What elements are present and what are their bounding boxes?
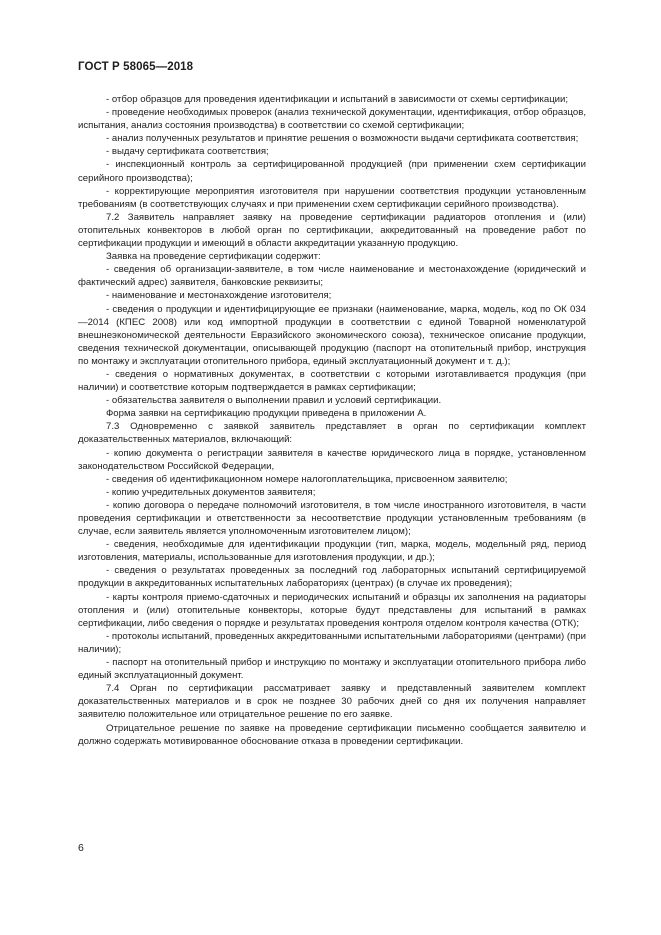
paragraph: - проведение необходимых проверок (анализ технической документации, идентификация, отбор образцов, испытания, анализ состояния производства) в соответствии со схемой сертификации; (78, 107, 586, 132)
paragraph: - сведения о нормативных документах, в соответствии с которыми изготавливается продукция (при наличии) и соответствие которым подтверждается в рамках сертификации; (78, 368, 586, 394)
paragraph: - сведения об организации-заявителе, в том числе наименование и местонахождение (юридический и фактический адрес) заявителя, банковские реквизиты; (78, 264, 586, 289)
paragraph: - копию учредительных документов заявителя; (106, 486, 316, 498)
paragraph: - копию договора о передаче полномочий изготовителя, в том числе иностранного изготовителя, в части проведения сертификации и ответственности за несоответствие продукции установленным требованиям (в случае, если заявитель является уполномоченным изготовителем лицом); (78, 499, 586, 538)
paragraph: - сведения об идентификационном номере налогоплательщика, присвоенном заявителю; (106, 473, 508, 485)
paragraph: Отрицательное решение по заявке на проведение сертификации письменно сообщается заявителю и должно содержать мотивированное обоснование отказа в проведении сертификации. (78, 722, 586, 747)
paragraph: - выдачу сертификата соответствия; (106, 146, 269, 158)
paragraph: - наименование и местонахождение изготовителя; (106, 290, 332, 302)
paragraph: Форма заявки на сертификацию продукции приведена в приложении А. (106, 408, 427, 420)
paragraph: 7.2 Заявитель направляет заявку на проведение сертификации радиаторов отопления и (или) отопительных конвекторов в любой орган по сертификации, аккредитованный на проведение работ по сертификации продукции и имеющий в области аккредитации указанную продукцию. (78, 211, 586, 250)
page-number: 6 (78, 842, 84, 854)
document-body (78, 93, 586, 748)
paragraph: - обязательства заявителя о выполнении правил и условий сертификации. (106, 395, 442, 407)
paragraph: - сведения о продукции и идентифицирующие ее признаки (наименование, марка, модель, код по ОК 034—2014 (КПЕС 2008) или код импортной продукции в соответствии с единой Товарной номенклатурой внешнеэкономической деятельности Евразийского экономического союза), техническое описание продукции, сведения технической документации, описывающей продукцию (паспорт на отопительный прибор, инструкция по монтажу и эксплуатации отопительного прибора, единый эксплуатационный документ и т. д.); (78, 303, 586, 367)
paragraph: - анализ полученных результатов и принятие решения о возможности выдачи сертификата соответствия; (106, 133, 579, 145)
paragraph: - сведения, необходимые для идентификации продукции (тип, марка, модель, модельный ряд, период изготовления, материалы, использованные для изготовления продукции, и др.); (78, 539, 586, 564)
paragraph: - сведения о результатах проведенных за последний год лабораторных испытаний сертифицируемой продукции в аккредитованных испытательных лабораториях (центрах) (в случае их проведения); (78, 565, 586, 590)
document-header: ГОСТ Р 58065—2018 (78, 61, 194, 73)
paragraph: 7.3 Одновременно с заявкой заявитель представляет в орган по сертификации комплект доказательственных материалов, включающий: (78, 421, 586, 446)
paragraph: - отбор образцов для проведения идентификации и испытаний в зависимости от схемы сертификации; (106, 94, 569, 105)
paragraph: - корректирующие мероприятия изготовителя при нарушении соответствия продукции установленным требованиям (в соответствующих случаях и при применении схем сертификации серийного производства). (78, 185, 586, 210)
paragraph: - копию документа о регистрации заявителя в качестве юридического лица в порядке, установленном законодательством Российской Федерации, (78, 447, 586, 472)
paragraph: - паспорт на отопительный прибор и инструкцию по монтажу и эксплуатации отопительного прибора либо единый эксплуатационный документ. (78, 657, 586, 682)
paragraph: Заявка на проведение сертификации содержит: (106, 251, 321, 263)
paragraph: 7.4 Орган по сертификации рассматривает заявку и представленный заявителем комплект доказательственных материалов и в срок не позднее 30 рабочих дней со дня их получения направляет заявителю положительное или отрицательное решение по его заявке. (78, 683, 586, 721)
paragraph: - инспекционный контроль за сертифицированной продукцией (при применении схем сертификации серийного производства); (78, 159, 586, 184)
paragraph: - протоколы испытаний, проведенных аккредитованными испытательными лабораториями (центрами) (при наличии); (78, 630, 586, 655)
paragraph: - карты контроля приемо-сдаточных и периодических испытаний и образцы их заполнения на радиаторы отопления и (или) отопительные конвекторы, которые будут представлены для испытаний в рамках сертификации, либо сведения о порядке и результатах проведения контроля отделом контроля качества (ОТК); (78, 591, 586, 629)
